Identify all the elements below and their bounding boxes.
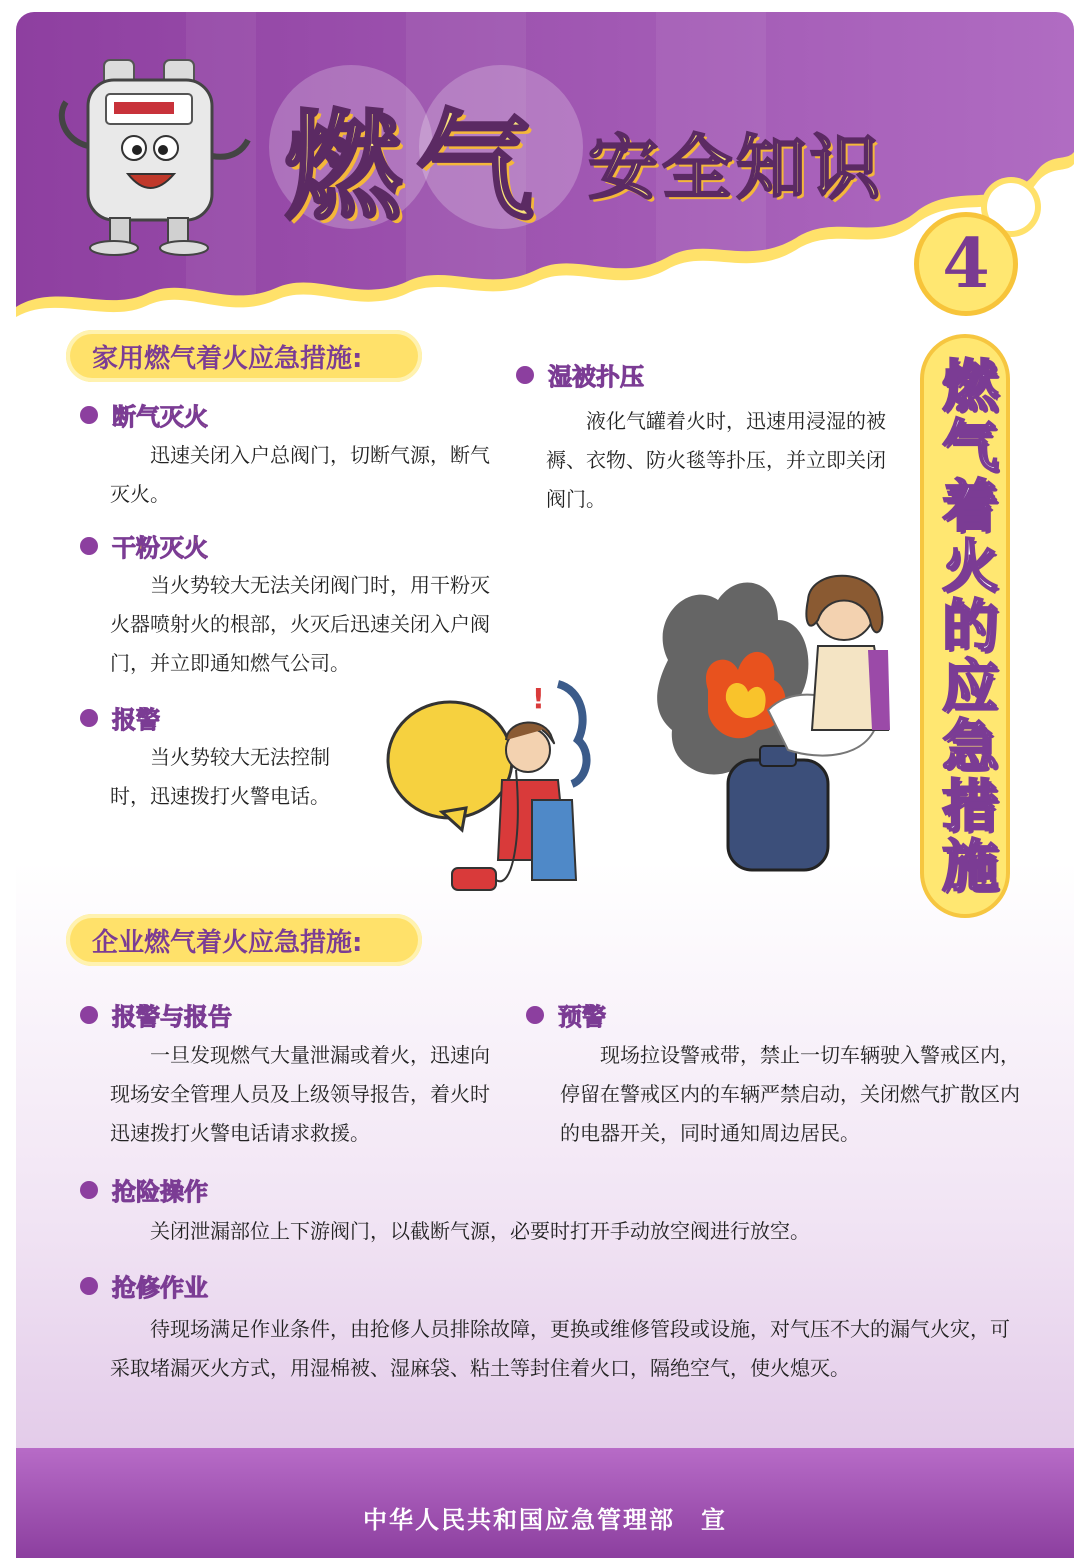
bullet-label: 报警 xyxy=(112,706,160,734)
household-item-2-text: 当火势较大无法关闭阀门时，用干粉灭火器喷射火的根部，火灭后迅速关闭入户阀门，并立即通知燃气公司。 xyxy=(110,573,490,675)
enterprise-item-2-text: 现场拉设警戒带，禁止一切车辆驶入警戒区内，停留在警戒区内的车辆严禁启动，关闭燃气扩散区内的电器开关，同时通知周边居民。 xyxy=(560,1043,1020,1145)
bullet-label: 干粉灭火 xyxy=(112,534,208,562)
issue-number-badge: 4 xyxy=(914,212,1018,316)
header-title-sub: 安全知识 xyxy=(588,127,884,209)
household-item-3-title xyxy=(80,700,160,735)
bullet-label: 湿被扑压 xyxy=(548,363,644,391)
bullet-dot-icon xyxy=(80,1006,98,1024)
household-section-heading: 家用燃气着火应急措施: xyxy=(66,330,422,382)
svg-text:!: ! xyxy=(532,682,545,715)
side-banner-text: 燃气着火的应急措施 xyxy=(933,356,998,896)
enterprise-section-heading: 企业燃气着火应急措施: xyxy=(66,914,422,966)
side-banner xyxy=(920,334,1010,918)
enterprise-item-2-title xyxy=(526,997,606,1032)
enterprise-item-3-text: 关闭泄漏部位上下游阀门，以截断气源，必要时打开手动放空阀进行放空。 xyxy=(150,1219,810,1243)
enterprise-item-1-text: 一旦发现燃气大量泄漏或着火，迅速向现场安全管理人员及上级领导报告，着火时迅速拨打火警电话请求救援。 xyxy=(110,1043,490,1145)
enterprise-item-1-title xyxy=(80,997,232,1032)
enterprise-item-3-title xyxy=(80,1172,208,1207)
bullet-dot-icon xyxy=(526,1006,544,1024)
household-item-3-text: 当火势较大无法控制时，迅速拨打火警电话。 xyxy=(110,745,330,808)
footer-band xyxy=(16,1448,1074,1558)
bullet-label: 预警 xyxy=(558,1003,606,1031)
header-banner xyxy=(16,12,1074,342)
bullet-dot-icon xyxy=(516,366,534,384)
gas-cylinder-fire-illustration xyxy=(648,560,898,880)
woman-calling-fire-alarm-illustration xyxy=(382,680,612,900)
poster xyxy=(16,12,1074,1558)
bullet-dot-icon xyxy=(80,406,98,424)
household-item-1-text: 迅速关闭入户总阀门，切断气源，断气灭火。 xyxy=(110,443,490,506)
bullet-label: 抢修作业 xyxy=(112,1274,208,1302)
bullet-label: 抢险操作 xyxy=(112,1178,208,1206)
header-title-main: 燃气 xyxy=(284,98,549,236)
household-item-2-title xyxy=(80,528,208,563)
bullet-dot-icon xyxy=(80,709,98,727)
bullet-label: 断气灭火 xyxy=(112,403,208,431)
bullet-dot-icon xyxy=(80,537,98,555)
bullet-dot-icon xyxy=(80,1277,98,1295)
bullet-dot-icon xyxy=(80,1181,98,1199)
household-item-4-title xyxy=(516,357,644,392)
enterprise-item-4-title xyxy=(80,1268,208,1303)
household-item-1-title xyxy=(80,397,208,432)
enterprise-item-4-text: 待现场满足作业条件，由抢修人员排除故障，更换或维修管段或设施，对气压不大的漏气火灾，可采取堵漏灭火方式，用湿棉被、湿麻袋、粘土等封住着火口，隔绝空气，使火熄灭。 xyxy=(110,1317,1010,1380)
bullet-label: 报警与报告 xyxy=(112,1003,232,1031)
footer-publisher: 中华人民共和国应急管理部 宣 xyxy=(363,1506,727,1534)
gas-meter-mascot-illustration xyxy=(44,56,254,256)
household-item-4-text: 液化气罐着火时，迅速用浸湿的被褥、衣物、防火毯等扑压，并立即关闭阀门。 xyxy=(546,409,886,511)
